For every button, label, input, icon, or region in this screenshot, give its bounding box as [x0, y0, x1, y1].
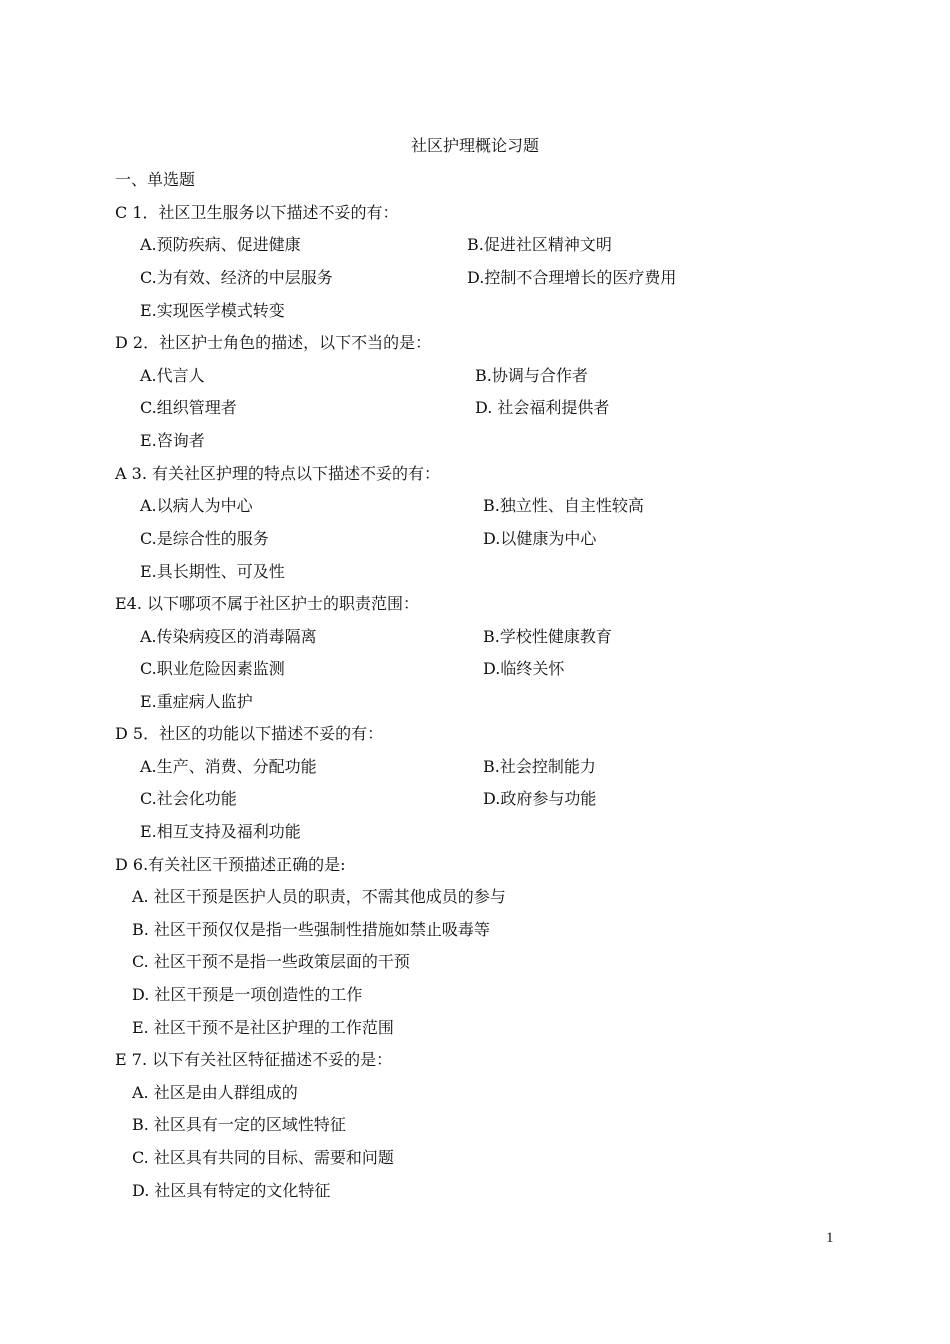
question-stem: D 2．社区护士角色的描述，以下不当的是： — [115, 333, 432, 352]
question-stem: E4. 以下哪项不属于社区护士的职责范围： — [115, 594, 420, 613]
option-b: B. 社区具有一定的区域性特征 — [132, 1115, 346, 1134]
option-a: A.以病人为中心 — [140, 496, 253, 515]
option-c: C.职业危险因素监测 — [140, 659, 285, 678]
option-e: E.实现医学模式转变 — [140, 301, 285, 320]
option-a: A.传染病疫区的消毒隔离 — [140, 627, 317, 646]
option-c: C. 社区具有共同的目标、需要和问题 — [132, 1148, 394, 1167]
option-a: A. 社区是由人群组成的 — [132, 1083, 298, 1102]
option-b: B.促进社区精神文明 — [467, 235, 612, 254]
option-d: D.控制不合理增长的医疗费用 — [467, 268, 677, 287]
option-a: A.预防疾病、促进健康 — [140, 235, 301, 254]
question-stem: E 7. 以下有关社区特征描述不妥的是： — [115, 1050, 393, 1069]
option-b: B.社会控制能力 — [483, 757, 596, 776]
option-d: D. 社区干预是一项创造性的工作 — [132, 985, 363, 1004]
option-a: A.生产、消费、分配功能 — [140, 757, 317, 776]
question-stem: C 1．社区卫生服务以下描述不妥的有： — [115, 203, 399, 222]
option-c: C.为有效、经济的中层服务 — [140, 268, 333, 287]
option-c: C. 社区干预不是指一些政策层面的干预 — [132, 952, 410, 971]
page-number: 1 — [826, 1230, 834, 1246]
option-e: E.重症病人监护 — [140, 692, 253, 711]
option-b: B.协调与合作者 — [475, 366, 588, 385]
option-b: B.学校性健康教育 — [483, 627, 612, 646]
question-stem: A 3. 有关社区护理的特点以下描述不妥的有： — [115, 464, 440, 483]
option-d: D. 社会福利提供者 — [475, 398, 610, 417]
option-e: E.相互支持及福利功能 — [140, 822, 301, 841]
option-e: E.咨询者 — [140, 431, 205, 450]
question-stem: D 6.有关社区干预描述正确的是: — [115, 855, 346, 874]
option-d: D.临终关怀 — [483, 659, 565, 678]
option-d: D.以健康为中心 — [483, 529, 597, 548]
section-heading: 一、单选题 — [115, 170, 196, 189]
option-e: E. 社区干预不是社区护理的工作范围 — [132, 1018, 394, 1037]
option-a: A.代言人 — [140, 366, 205, 385]
option-b: B.独立性、自主性较高 — [483, 496, 644, 515]
document-title: 社区护理概论习题 — [410, 136, 539, 155]
option-c: C.社会化功能 — [140, 789, 237, 808]
option-c: C.组织管理者 — [140, 398, 237, 417]
option-d: D. 社区具有特定的文化特征 — [132, 1181, 331, 1200]
option-a: A. 社区干预是医护人员的职责，不需其他成员的参与 — [132, 887, 506, 906]
question-stem: D 5．社区的功能以下描述不妥的有： — [115, 724, 384, 743]
option-e: E.具长期性、可及性 — [140, 562, 285, 581]
option-d: D.政府参与功能 — [483, 789, 597, 808]
option-b: B. 社区干预仅仅是指一些强制性措施如禁止吸毒等 — [132, 920, 490, 939]
option-c: C.是综合性的服务 — [140, 529, 269, 548]
